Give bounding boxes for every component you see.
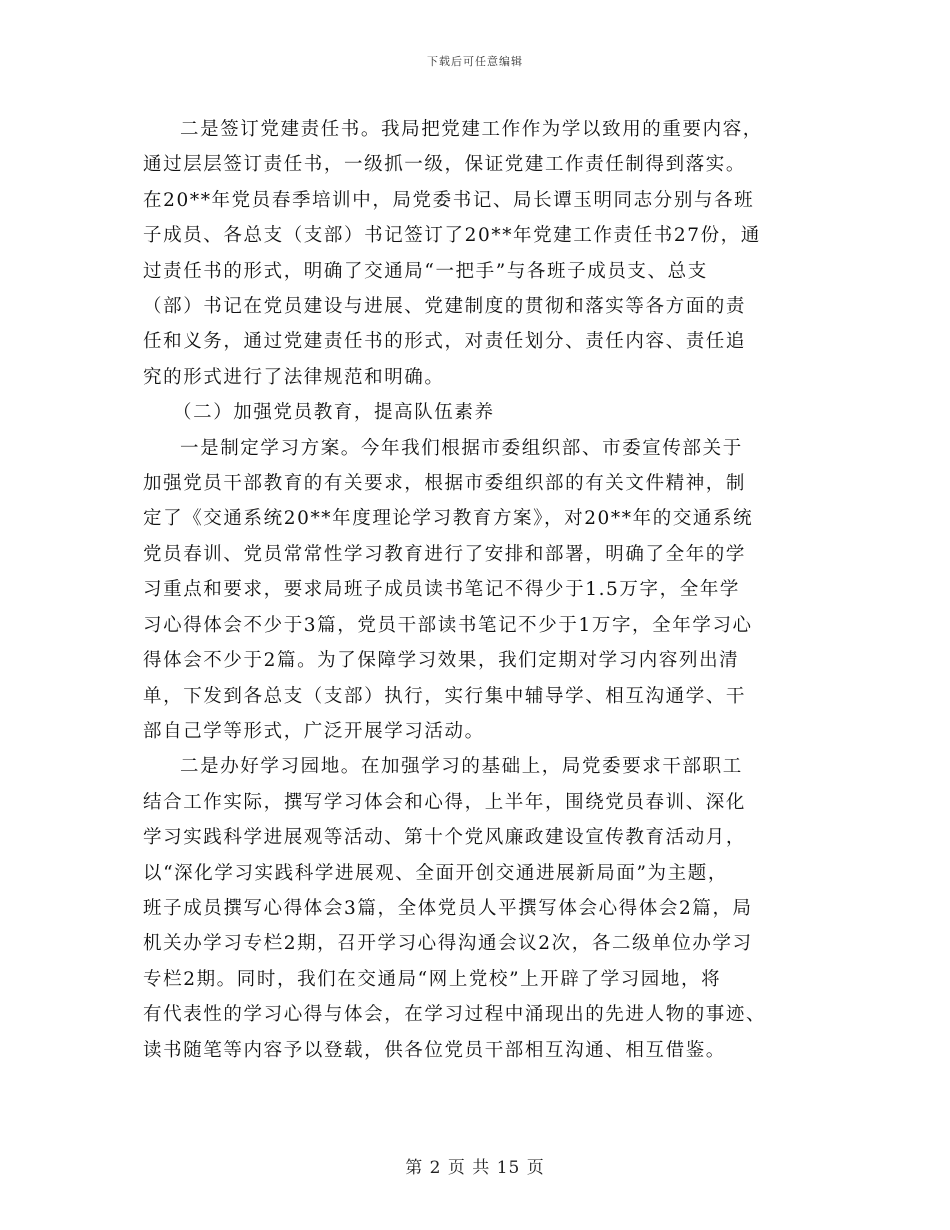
paragraph-responsibility-letter: 二是签订党建责任书。我局把党建工作作为学以致用的重要内容， 通过层层签订责任书，一级抓一级，保证党建工作责任制得到落实。 在20**年党员春季培训中，局党委书记、局长谭玉明同志分别与各班 子成员、各总支（支部）书记签订了20**年党建工作责任书27份，通 过责任书的形式，明确了交通局“一把手”与各班子成员支、总支 （部）书记在党员建设与进展、党建制度的贯彻和落实等各方面的责 任和义务，通过党建责任书的形式，对责任划分、责任内容、责任追 究的形式进行了法律规范和明确。 [143,119,763,388]
section-heading-party-education: （二）加强党员教育，提高队伍素养 [173,402,495,424]
document-body [143,112,815,1068]
paragraph-study-plan: 一是制定学习方案。今年我们根据市委组织部、市委宣传部关于 加强党员干部教育的有关要求，根据市委组织部的有关文件精神，制 定了《交通系统20**年度理论学习教育方案》，对20**年的交通系统 党员春训、党员常常性学习教育进行了安排和部署，明确了全年的学 习重点和要求，要求局班子成员读书笔记不得少于1.5万字，全年学 习心得体会不少于3篇，党员干部读书笔记不少于1万字，全年学习心 得体会不少于2篇。为了保障学习效果，我们定期对学习内容列出清 单，下发到各总支（支部）执行，实行集中辅导学、相互沟通学、干 部自己学等形式，广泛开展学习活动。 [143,437,754,742]
paragraph-study-garden: 二是办好学习园地。在加强学习的基础上，局党委要求干部职工 结合工作实际，撰写学习体会和心得，上半年，围绕党员春训、深化 学习实践科学进展观等活动、第十个党风廉政建设宣传教育活动月， 以“深化学习实践科学进展观、全面开创交通进展新局面”为主题， 班子成员撰写心得体会3篇，全体党员人平撰写体会心得体会2篇，局 机关办学习专栏2期，召开学习心得沟通会议2次，各二级单位办学习 专栏2期。同时，我们在交通局“网上党校”上开辟了学习园地，将 有代表性的学习心得与体会，在学习过程中涌现出的先进人物的事迹、 读书随笔等内容予以登载，供各位党员干部相互沟通、相互借鉴。 [143,756,767,1061]
page-number-footer: 第 2 页 共 15 页 [405,1158,545,1178]
page-header: 下载后可任意编辑 [427,55,523,68]
